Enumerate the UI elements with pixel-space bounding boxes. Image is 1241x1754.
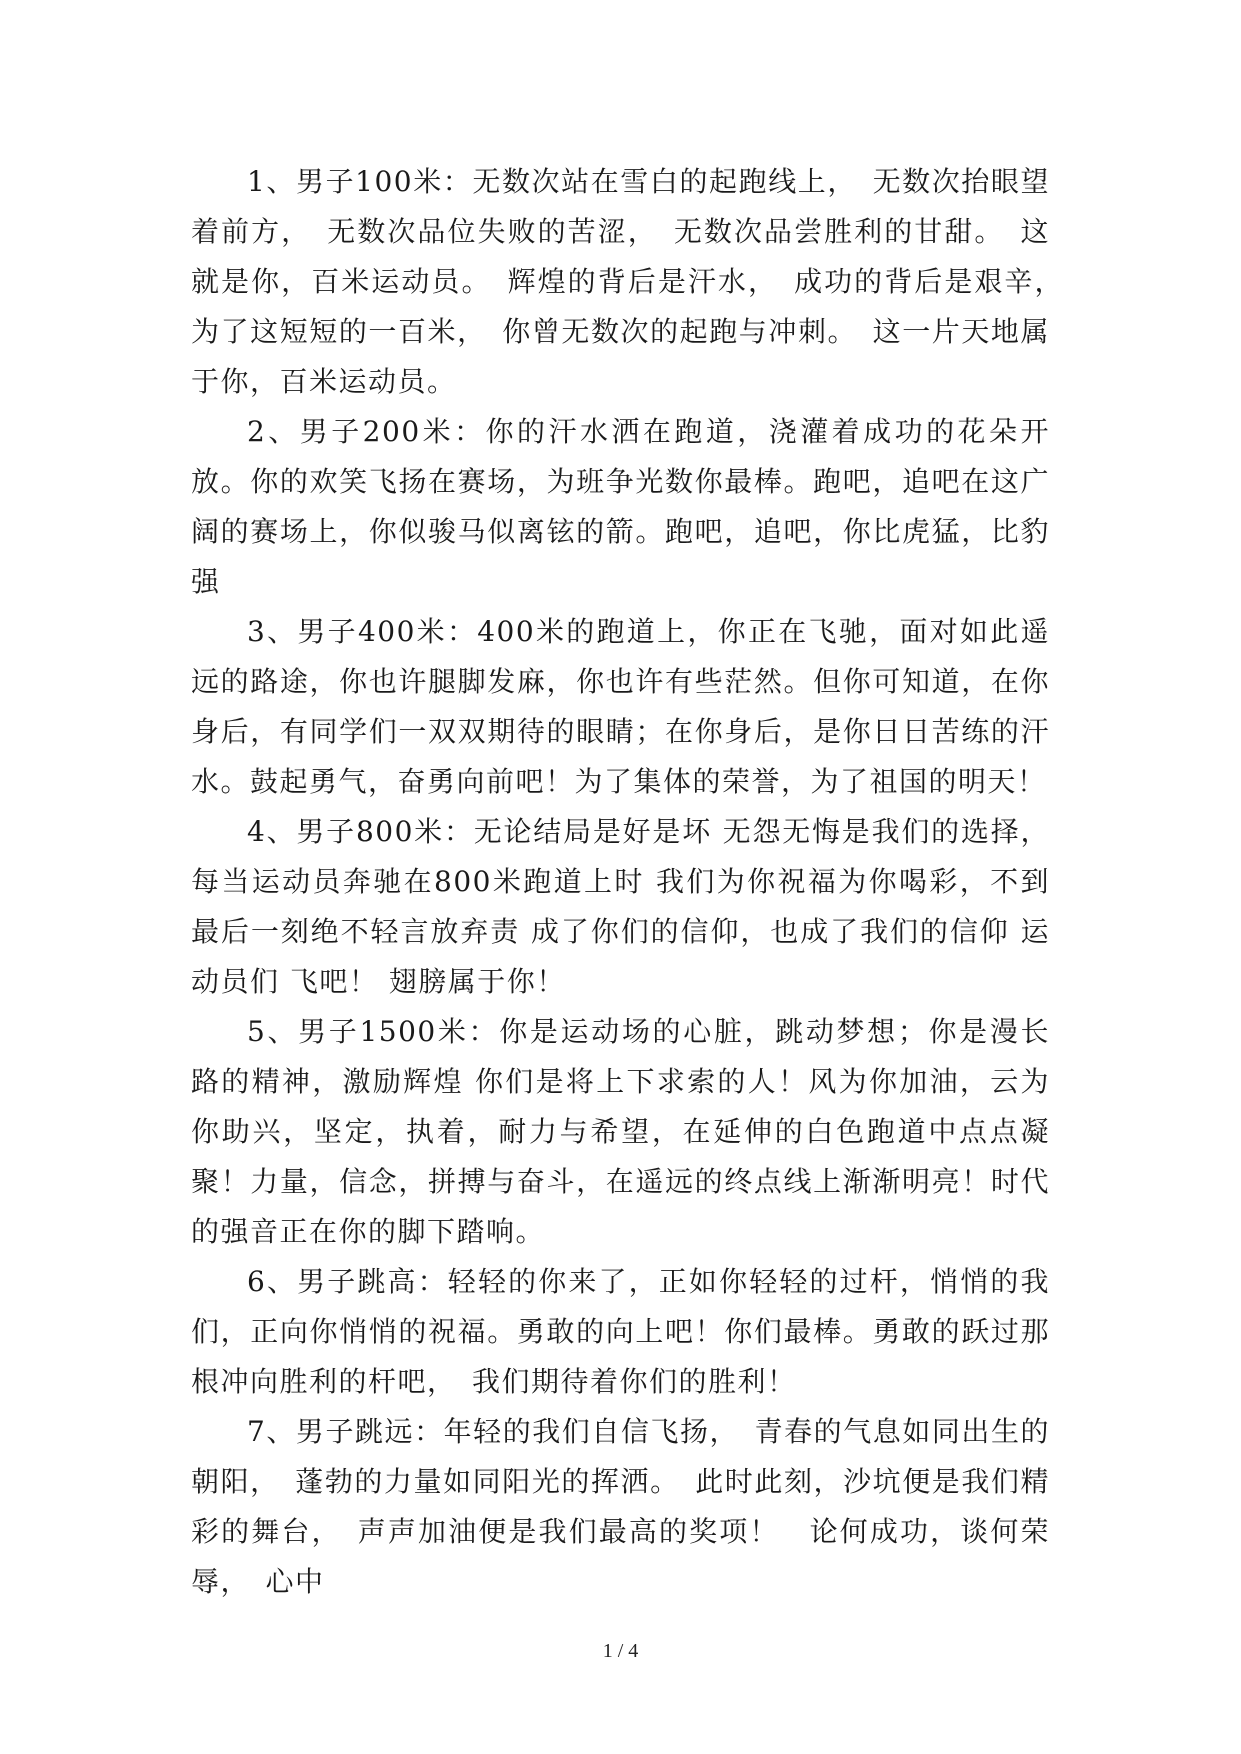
paragraph-mens-400m: 3、男子400米：400米的跑道上，你正在飞驰，面对如此遥远的路途，你也许腿脚发麻，你也许有些茫然。但你可知道，在你身后，有同学们一双双期待的眼睛；在你身后，是你日日苦练的汗水。鼓起勇气，奋勇向前吧！为了集体的荣誉，为了祖国的明天！ xyxy=(191,615,1050,798)
paragraph-mens-1500m: 5、男子1500米：你是运动场的心脏，跳动梦想；你是漫长路的精神，激励辉煌 你们是将上下求索的人！风为你加油，云为你助兴，坚定，执着，耐力与希望，在延伸的白色跑道中点点凝聚！力量，信念，拼搏与奋斗，在遥远的终点线上渐渐明亮！时代的强音正在你的脚下踏响。 xyxy=(191,1015,1050,1248)
page-number: 1 / 4 xyxy=(602,1640,639,1662)
paragraph-mens-long-jump: 7、男子跳远：年轻的我们自信飞扬， 青春的气息如同出生的朝阳， 蓬勃的力量如同阳光的挥洒。 此时此刻，沙坑便是我们精彩的舞台， 声声加油便是我们最高的奖项！ 论何成功，谈何荣辱， 心中 xyxy=(191,1415,1050,1598)
paragraph-mens-200m: 2、男子200米：你的汗水洒在跑道，浇灌着成功的花朵开放。你的欢笑飞扬在赛场，为班争光数你最棒。跑吧，追吧在这广阔的赛场上，你似骏马似离铉的箭。跑吧，追吧，你比虎猛，比豹强 xyxy=(191,415,1050,598)
document-body xyxy=(191,157,1080,1607)
paragraph-mens-high-jump: 6、男子跳高：轻轻的你来了，正如你轻轻的过杆，悄悄的我们，正向你悄悄的祝福。勇敢的向上吧！你们最棒。勇敢的跃过那根冲向胜利的杆吧， 我们期待着你们的胜利！ xyxy=(191,1265,1050,1398)
paragraph-mens-800m: 4、男子800米：无论结局是好是坏 无怨无悔是我们的选择，每当运动员奔驰在800米跑道上时 我们为你祝福为你喝彩，不到最后一刻绝不轻言放弃责 成了你们的信仰，也成了我们的信仰 运动员们 飞吧！ 翅膀属于你！ xyxy=(191,815,1050,998)
paragraph-mens-100m: 1、男子100米：无数次站在雪白的起跑线上， 无数次抬眼望着前方， 无数次品位失败的苦涩， 无数次品尝胜利的甘甜。 这就是你，百米运动员。 辉煌的背后是汗水， 成功的背后是艰辛， 为了这短短的一百米， 你曾无数次的起跑与冲刺。 这一片天地属于你，百米运动员。 xyxy=(191,165,1080,398)
